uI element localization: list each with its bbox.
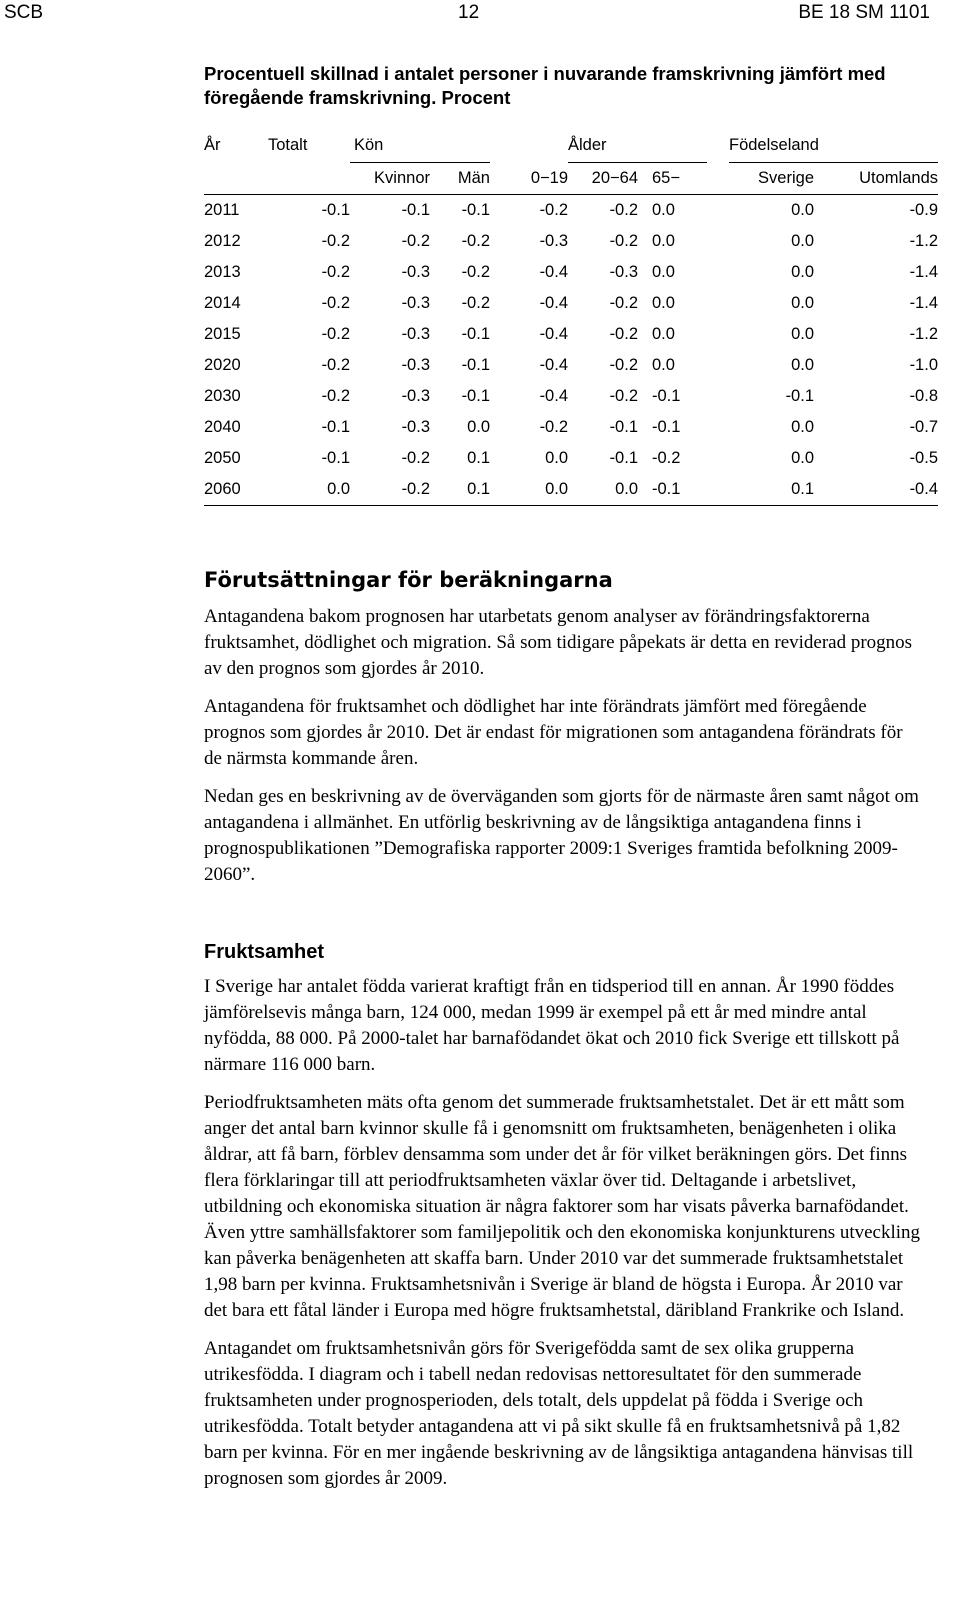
row-year: 2014 [204, 294, 241, 312]
table-cell: -0.2 [401, 449, 430, 467]
table-cell: -0.1 [321, 418, 350, 436]
table-cell: 0.0 [467, 418, 490, 436]
table-cell: -0.8 [909, 387, 938, 405]
row-year: 2011 [204, 201, 240, 219]
table-cell: -0.5 [909, 449, 938, 467]
header-total: Totalt [268, 136, 308, 154]
page-number: 12 [458, 2, 480, 23]
table-cell: -0.1 [652, 418, 681, 436]
table-cell: 0.0 [652, 356, 675, 374]
table-cell: 0.0 [791, 418, 814, 436]
section-forutsattningar [204, 604, 924, 900]
sub-age-0-19: 0−19 [490, 163, 568, 195]
header-kon: Kön [350, 134, 490, 163]
table-row [204, 226, 938, 257]
table-cell: -0.2 [652, 449, 681, 467]
table-row [204, 381, 938, 412]
table-cell: 0.1 [718, 474, 828, 506]
row-year: 2012 [204, 232, 241, 250]
table-cell: -0.1 [785, 387, 814, 405]
table-cell: 0.0 [490, 474, 568, 506]
table-cell: 0.0 [791, 449, 814, 467]
table-cell: -0.1 [461, 387, 490, 405]
table-row [204, 350, 938, 381]
table-cell: -1.2 [909, 232, 938, 250]
table-row [204, 319, 938, 350]
table-cell: 0.0 [545, 449, 568, 467]
header-alder: Ålder [568, 134, 718, 163]
paragraph: Periodfruktsamheten mäts ofta genom det summerade fruktsamhetstalet. Det är ett mått som anger det antal barn kvinnor skulle få i genomsnitt om fruktsamheten, benägenheten i olika åldrar, att få barn, förblev densamma som under det år för vilket beräkningen görs. Det finns flera förklaringar till att periodfruktsamheten växlar över tid. Deltagande i arbetslivet, utbildning och ekonomiska situation är några faktorer som har visats påverka barnafödandet. Även yttre samhällsfaktorer som familjepolitik och den ekonomiska konjunkturens utveckling kan påverka benägenheten att skaffa barn. Under 2010 var det summerade fruktsamhetstalet 1,98 barn per kvinna. Fruktsamhetsnivån i Sverige är bland de högsta i Europa. År 2010 var det bara ett fåtal länder i Europa med högre fruktsamhetstal, däribland Frankrike och Island. [204, 1092, 921, 1321]
paragraph: I Sverige har antalet födda varierat kraftigt från en tidsperiod till en annan. År 1990 föddes jämförelsevis många barn, 124 000, medan 1999 är exempel på ett år med mindre antal nyfödda, 88 000. På 2000-talet har barnafödandet ökat och 2010 fick Sverige ett tillskott på närmare 116 000 barn. [204, 976, 900, 1075]
table-cell: -0.2 [539, 201, 568, 219]
table-body [204, 195, 938, 506]
table-cell: -0.2 [461, 263, 490, 281]
row-year: 2040 [204, 418, 241, 436]
table-cell: -0.2 [609, 294, 638, 312]
table-cell: -0.4 [539, 325, 568, 343]
table-cell: -0.4 [539, 356, 568, 374]
table-cell: -0.2 [539, 418, 568, 436]
table-cell: -0.3 [609, 263, 638, 281]
table-cell: -0.1 [321, 201, 350, 219]
section-fruktsamhet [204, 974, 924, 1504]
table-cell: -0.4 [828, 474, 938, 506]
table-cell: -0.1 [461, 201, 490, 219]
table-cell: -0.2 [321, 232, 350, 250]
table-cell: 0.0 [652, 201, 675, 219]
table-cell: -0.4 [539, 294, 568, 312]
table-cell: 0.0 [791, 201, 814, 219]
table-cell: -1.2 [909, 325, 938, 343]
row-year: 2060 [204, 474, 254, 506]
table-cell: 0.0 [568, 474, 638, 506]
table-header-groups [204, 134, 938, 163]
table-cell: -0.1 [609, 449, 638, 467]
table-cell: 0.0 [652, 294, 675, 312]
table-cell: -0.2 [350, 474, 430, 506]
table-cell: 0.1 [467, 449, 490, 467]
table-cell: -0.3 [401, 387, 430, 405]
table-cell: -0.3 [401, 325, 430, 343]
table-cell: -0.3 [401, 418, 430, 436]
header-fodelseland: Födelseland [718, 134, 938, 163]
table-cell: 0.0 [791, 325, 814, 343]
table-row [204, 195, 938, 227]
table-cell: -0.9 [909, 201, 938, 219]
table-cell: 0.0 [791, 294, 814, 312]
data-table [204, 134, 938, 506]
sub-sverige: Sverige [718, 163, 828, 195]
section-title-forutsattningar: Förutsättningar för beräkningarna [204, 568, 613, 592]
sub-age-20-64: 20−64 [568, 163, 638, 195]
table-cell: -0.2 [609, 232, 638, 250]
table-cell: -0.2 [609, 387, 638, 405]
table-cell: -0.1 [609, 418, 638, 436]
sub-age-65: 65− [638, 163, 718, 195]
table-cell: -0.3 [401, 356, 430, 374]
table-cell: 0.0 [254, 474, 350, 506]
table-row [204, 474, 938, 506]
table-cell: -0.2 [321, 294, 350, 312]
table-cell: -0.3 [401, 294, 430, 312]
table-cell: -0.2 [609, 201, 638, 219]
table-cell: -0.3 [401, 263, 430, 281]
table-cell: -0.2 [461, 294, 490, 312]
table-cell: -0.1 [638, 474, 718, 506]
table-cell: -0.1 [401, 201, 430, 219]
header-left: SCB [4, 2, 44, 23]
header-year: År [204, 136, 221, 154]
table-caption: Procentuell skillnad i antalet personer i nuvarande framskrivning jämfört med föregående framskrivning. Procent [204, 63, 886, 108]
table-cell: -0.1 [461, 325, 490, 343]
table-cell: -1.0 [909, 356, 938, 374]
table-cell: 0.1 [430, 474, 490, 506]
sub-kvinnor: Kvinnor [350, 163, 430, 195]
table-cell: 0.0 [652, 325, 675, 343]
table-cell: -0.2 [609, 356, 638, 374]
table-cell: -0.4 [539, 387, 568, 405]
table-cell: 0.0 [652, 263, 675, 281]
paragraph: Antagandena för fruktsamhet och dödlighet har inte förändrats jämfört med föregående prognos som gjordes år 2010. Det är endast för migrationen som antagandena förändrats för de närmsta kommande åren. [204, 696, 903, 769]
table-cell: -0.1 [321, 449, 350, 467]
table-cell: -0.2 [401, 232, 430, 250]
sub-utomlands: Utomlands [828, 163, 938, 195]
table-row [204, 288, 938, 319]
sub-man: Män [430, 163, 490, 195]
table-row [204, 257, 938, 288]
section-title-fruktsamhet: Fruktsamhet [204, 941, 325, 963]
table-row [204, 412, 938, 443]
table-cell: -0.2 [321, 387, 350, 405]
table-cell: -0.2 [321, 356, 350, 374]
table-cell: 0.0 [791, 356, 814, 374]
row-year: 2020 [204, 356, 241, 374]
table-cell: -0.2 [461, 232, 490, 250]
page-header [0, 0, 960, 26]
table-cell: -0.2 [321, 263, 350, 281]
table-row [204, 443, 938, 474]
table-cell: -0.2 [609, 325, 638, 343]
document-id: BE 18 SM 1101 [798, 2, 930, 23]
table-cell: -0.2 [321, 325, 350, 343]
table-subheaders [204, 163, 938, 195]
row-year: 2050 [204, 449, 241, 467]
table-cell: -0.7 [909, 418, 938, 436]
row-year: 2015 [204, 325, 241, 343]
table-cell: 0.0 [791, 232, 814, 250]
table-cell: -0.3 [539, 232, 568, 250]
row-year: 2013 [204, 263, 241, 281]
table-cell: -1.4 [909, 294, 938, 312]
table-cell: -1.4 [909, 263, 938, 281]
table-cell: -0.1 [461, 356, 490, 374]
paragraph: Antagandena bakom prognosen har utarbetats genom analyser av förändringsfaktorerna fruktsamhet, dödlighet och migration. Så som tidigare påpekats är detta en reviderad prognos av den prognos som gjordes år 2010. [204, 606, 913, 679]
table-cell: -0.1 [652, 387, 681, 405]
table-cell: -0.4 [539, 263, 568, 281]
row-year: 2030 [204, 387, 241, 405]
paragraph: Nedan ges en beskrivning av de överväganden som gjorts för de närmaste åren samt något om antagandena i allmänhet. En utförlig beskrivning av de långsiktiga antagandena finns i prognospublikationen ”Demografiska rapporter 2009:1 Sveriges framtida befolkning 2009-2060”. [204, 786, 919, 885]
table-cell: 0.0 [652, 232, 675, 250]
paragraph: Antagandet om fruktsamhetsnivån görs för Sverigefödda samt de sex olika grupperna utrikesfödda. I diagram och i tabell nedan redovisas nettoresultatet för den summerade fruktsamheten under prognosperioden, dels totalt, dels uppdelat på födda i Sverige och utrikesfödda. Totalt betyder antagandena att vi på sikt skulle få en fruktsamhetsnivå på 1,82 barn per kvinna. För en mer ingående beskrivning av de långsiktiga antagandena hänvisas till prognosen som gjordes år 2009. [204, 1338, 914, 1489]
table-cell: 0.0 [791, 263, 814, 281]
